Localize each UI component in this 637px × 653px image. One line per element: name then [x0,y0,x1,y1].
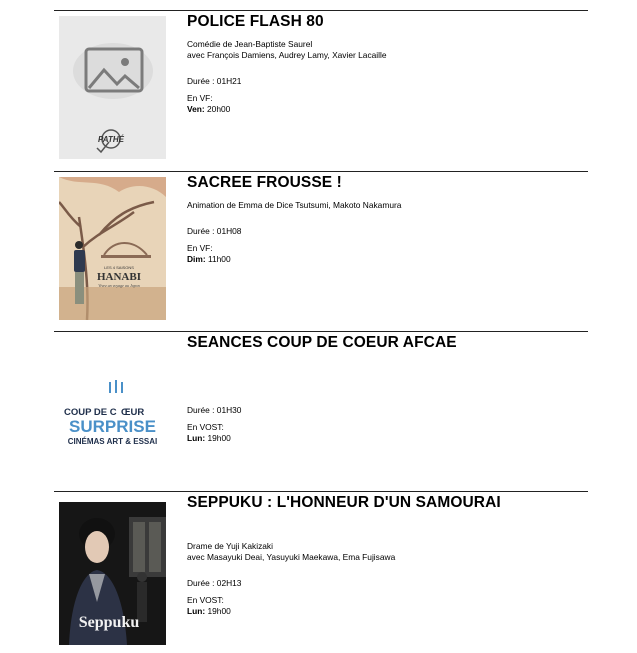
film-duration: Durée : 01H08 [187,226,242,236]
film-poster[interactable] [59,337,166,480]
film-info [187,334,587,444]
image-placeholder-icon [59,16,166,159]
showtime-time: 19h00 [207,433,231,443]
film-version: En VOST: [187,422,224,432]
film-entry [54,10,588,171]
film-cast: avec Masayuki Deai, Yasuyuki Maekawa, Ema Fujisawa [187,552,396,562]
showtime-time: 19h00 [207,606,231,616]
showtime-day: Ven: [187,104,205,114]
poster-title: Seppuku [78,614,140,631]
film-info [187,494,587,617]
seppuku-poster-art [59,502,166,645]
film-entry [54,171,588,332]
film-cast: avec François Damiens, Audrey Lamy, Xavier Lacaille [187,50,387,60]
showtime-day: Dim: [187,254,206,264]
film-version: En VF: [187,243,213,253]
showtime-time: 11h00 [207,254,231,264]
film-info [187,174,587,265]
film-title[interactable]: POLICE FLASH 80 [187,13,324,30]
film-poster[interactable] [59,16,166,159]
film-duration: Durée : 01H30 [187,405,242,415]
film-entry [54,491,588,652]
film-version: En VF: [187,93,213,103]
film-duration: Durée : 01H21 [187,76,242,86]
film-entry [54,331,588,492]
coup-de-coeur-logo [59,337,166,480]
logo-line-3: CINÉMAS ART & ESSAI [67,437,158,446]
film-title[interactable]: SEANCES COUP DE COEUR AFCAE [187,334,457,351]
showtime-time: 20h00 [207,104,231,114]
film-showtime [187,433,587,444]
logo-line-1: COUP DE C [64,407,117,418]
logo-line-1b: ŒUR [121,407,145,418]
film-poster[interactable] [59,502,166,645]
film-showtime [187,606,587,617]
pathe-logo: PATHÉ [98,135,124,144]
film-showtime [187,104,587,115]
showtime-day: Lun: [187,606,206,616]
poster-title: HANABI [96,271,142,283]
film-version: En VOST: [187,595,224,605]
film-title[interactable]: SACREE FROUSSE ! [187,174,342,191]
film-genre: Drame de Yuji Kakizaki [187,541,273,551]
film-poster[interactable] [59,177,166,320]
poster-small-text: LES 4 SAISONS [104,265,134,270]
film-title[interactable]: SEPPUKU : L'HONNEUR D'UN SAMOURAI [187,494,501,511]
film-genre: Comédie de Jean-Baptiste Saurel [187,39,313,49]
film-info [187,13,587,115]
showtime-day: Lun: [187,433,206,443]
film-duration: Durée : 02H13 [187,578,242,588]
film-genre: Animation de Emma de Dice Tsutsumi, Makoto Nakamura [187,200,402,210]
film-showtime [187,254,587,265]
poster-subtitle: Vivez un voyage au Japon [98,283,140,288]
hanabi-poster-art [59,177,166,320]
logo-line-2: SURPRISE [69,417,156,436]
